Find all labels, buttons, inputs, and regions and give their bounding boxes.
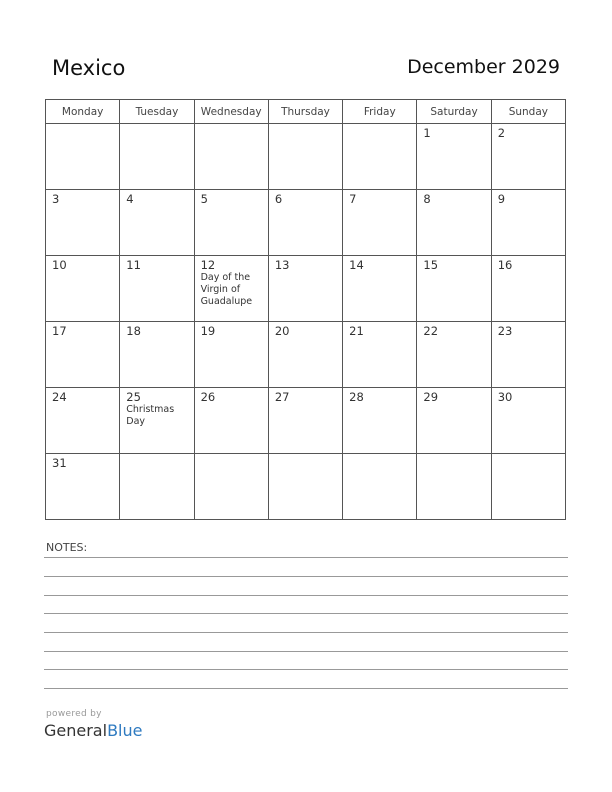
day-cell: [491, 388, 565, 454]
day-number: 22: [423, 324, 439, 338]
notes-line: [44, 557, 568, 558]
day-cell: [417, 124, 491, 190]
day-cell: [46, 388, 120, 454]
day-cell: [417, 388, 491, 454]
day-cell: [46, 256, 120, 322]
day-cell: [491, 190, 565, 256]
day-cell: [417, 322, 491, 388]
day-number: 14: [349, 258, 364, 272]
day-number: 19: [200, 324, 216, 338]
day-cell: [194, 256, 268, 322]
week-row: [46, 256, 566, 322]
day-number: 28: [349, 390, 364, 404]
empty-day-cell: [417, 454, 491, 520]
weekday-header: Wednesday: [194, 100, 268, 124]
weekday-header: Sunday: [491, 100, 565, 124]
weekday-header: Thursday: [268, 100, 342, 124]
notes-line: [44, 651, 568, 652]
powered-by-text: powered by: [46, 709, 102, 719]
day-number: 23: [497, 324, 513, 338]
holiday-label: Day of the Virgin of Guadalupe: [200, 272, 253, 307]
day-number: 15: [423, 258, 439, 272]
country-title: Mexico: [52, 56, 126, 80]
day-cell: [491, 124, 565, 190]
empty-day-cell: [46, 124, 120, 190]
notes-line: [44, 669, 568, 670]
day-number: 10: [52, 258, 67, 272]
empty-day-cell: [268, 454, 342, 520]
day-number: 25: [126, 390, 141, 404]
brand-blue-text: Blue: [107, 721, 143, 740]
weekday-header: Monday: [46, 100, 120, 124]
day-number: 18: [126, 324, 141, 338]
day-cell: [268, 190, 342, 256]
day-cell: [268, 322, 342, 388]
calendar-body: [46, 124, 566, 520]
day-cell: [417, 190, 491, 256]
day-number: 13: [274, 258, 290, 272]
day-cell: [268, 388, 342, 454]
day-cell: [343, 256, 417, 322]
day-number: 30: [497, 390, 513, 404]
calendar-grid: [45, 99, 566, 520]
day-cell: [120, 322, 194, 388]
day-number: 3: [52, 192, 60, 206]
day-number: 29: [423, 390, 439, 404]
day-cell: [46, 454, 120, 520]
notes-line: [44, 595, 568, 596]
day-cell: [417, 256, 491, 322]
empty-day-cell: [194, 124, 268, 190]
day-number: 5: [200, 192, 208, 206]
day-number: 6: [274, 192, 283, 206]
day-number: 17: [52, 324, 67, 338]
empty-day-cell: [343, 124, 417, 190]
day-cell: [194, 388, 268, 454]
notes-line: [44, 688, 568, 689]
day-cell: [268, 256, 342, 322]
brand-logo[interactable]: [44, 721, 142, 740]
day-cell: [491, 256, 565, 322]
day-number: 27: [274, 390, 290, 404]
day-number: 8: [423, 192, 431, 206]
day-cell: [194, 322, 268, 388]
notes-line: [44, 613, 568, 614]
day-number: 12: [200, 258, 216, 272]
week-row: [46, 322, 566, 388]
week-row: [46, 124, 566, 190]
week-row: [46, 388, 566, 454]
day-cell: [46, 190, 120, 256]
notes-line: [44, 632, 568, 633]
day-cell: [120, 388, 194, 454]
week-row: [46, 454, 566, 520]
empty-day-cell: [343, 454, 417, 520]
day-cell: [491, 322, 565, 388]
day-cell: [343, 190, 417, 256]
month-year-title: December 2029: [407, 56, 560, 78]
day-cell: [120, 256, 194, 322]
day-number: 9: [497, 192, 506, 206]
holiday-label: Christmas Day: [126, 404, 175, 427]
day-number: 7: [349, 192, 357, 206]
day-number: 20: [274, 324, 290, 338]
day-number: 16: [497, 258, 513, 272]
weekday-header: Tuesday: [120, 100, 194, 124]
day-cell: [343, 322, 417, 388]
day-number: 26: [200, 390, 216, 404]
empty-day-cell: [120, 124, 194, 190]
empty-day-cell: [491, 454, 565, 520]
day-cell: [194, 190, 268, 256]
day-number: 24: [52, 390, 67, 404]
weekday-header-row: [46, 100, 566, 124]
day-cell: [343, 388, 417, 454]
day-number: 2: [497, 126, 506, 140]
week-row: [46, 190, 566, 256]
day-number: 31: [52, 456, 67, 470]
notes-label: NOTES:: [46, 541, 88, 554]
day-number: 1: [423, 126, 431, 140]
empty-day-cell: [194, 454, 268, 520]
brand-general-text: General: [44, 721, 108, 740]
weekday-header: Friday: [343, 100, 417, 124]
empty-day-cell: [268, 124, 342, 190]
empty-day-cell: [120, 454, 194, 520]
day-number: 11: [126, 258, 141, 272]
day-number: 21: [349, 324, 364, 338]
weekday-header: Saturday: [417, 100, 491, 124]
notes-line: [44, 576, 568, 577]
day-cell: [46, 322, 120, 388]
day-number: 4: [126, 192, 134, 206]
day-cell: [120, 190, 194, 256]
